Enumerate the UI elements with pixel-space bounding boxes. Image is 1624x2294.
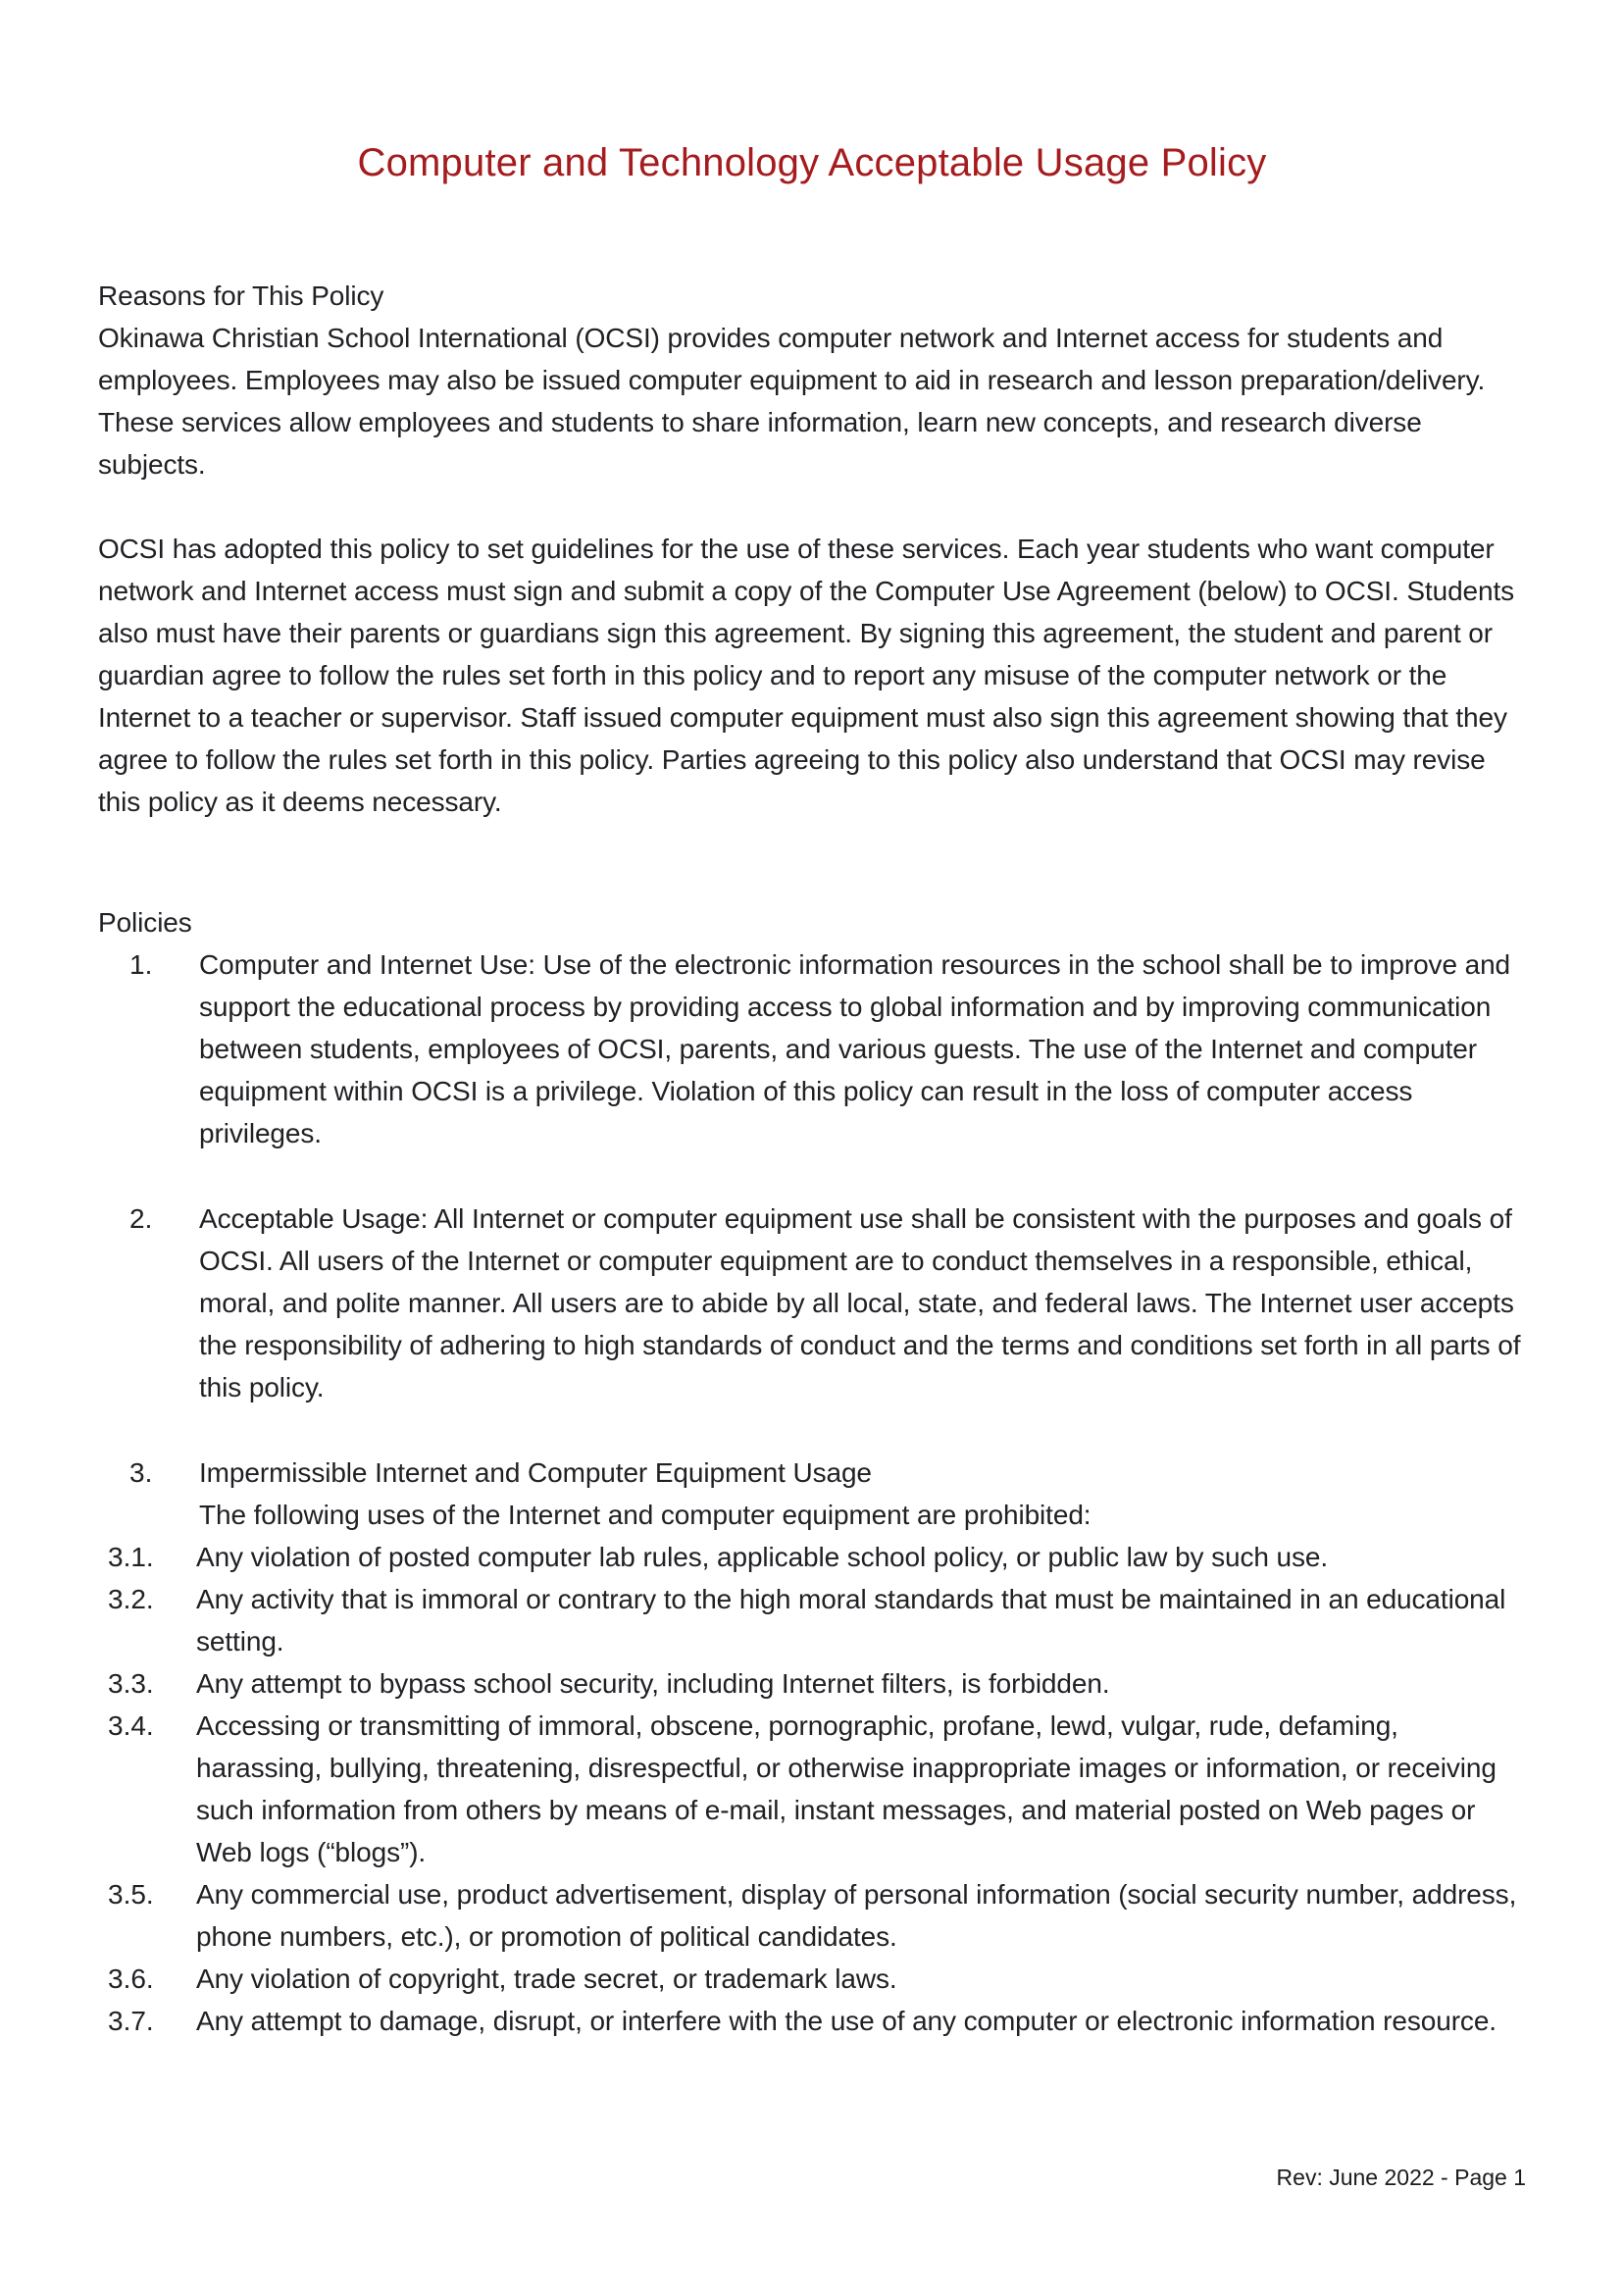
sub-item-3-3-marker: 3.3.: [108, 1668, 154, 1699]
sub-item-3-5-marker: 3.5.: [108, 1879, 154, 1910]
sub-item-3-2-marker: 3.2.: [108, 1584, 154, 1614]
sub-item-3-4: [0, 1705, 1526, 1873]
policies-list: [98, 943, 1526, 2042]
policy-item-3-sublist: [0, 1536, 1526, 2042]
sub-item-3-4-text: Accessing or transmitting of immoral, obscene, pornographic, profane, lewd, vulgar, rude, defaming, harassing, bullying, threatening, disrespectful, or otherwise inappropriate images or information, or receiving such information from others by means of e-mail, instant messages, and material posted on Web pages or Web logs (“blogs”).: [196, 1710, 1497, 1867]
reasons-paragraph-2: OCSI has adopted this policy to set guidelines for the use of these services. Each year students who want computer network and Internet access must sign and submit a copy of the Computer Use Agreement (below) to OCSI. Students also must have their parents or guardians sign this agreement. By signing this agreement, the student and parent or guardian agree to follow the rules set forth in this policy and to report any misuse of the computer network or the Internet to a teacher or supervisor. Staff issued computer equipment must also sign this agreement showing that they agree to follow the rules set forth in this policy. Parties agreeing to this policy also understand that OCSI may revise this policy as it deems necessary.: [98, 534, 1515, 817]
policies-heading: Policies: [98, 907, 192, 938]
sub-item-3-3-text: Any attempt to bypass school security, including Internet filters, is forbidden.: [196, 1668, 1110, 1699]
policy-item-3-marker: 3.: [129, 1457, 153, 1488]
policy-item-3-intro: The following uses of the Internet and computer equipment are prohibited:: [199, 1500, 1091, 1530]
sub-item-3-1-text: Any violation of posted computer lab rules, applicable school policy, or public law by such use.: [196, 1542, 1329, 1572]
reasons-paragraph-1: Okinawa Christian School International (OCSI) provides computer network and Internet access for students and employees. Employees may also be issued computer equipment to aid in research and lesson preparation/delivery. These services allow employees and students to share information, learn new concepts, and research diverse subjects.: [98, 323, 1486, 480]
sub-item-3-7-text: Any attempt to damage, disrupt, or interfere with the use of any computer or electronic information resource.: [196, 2006, 1497, 2036]
sub-item-3-2: [0, 1578, 1526, 1662]
policy-item-1-text: Computer and Internet Use: Use of the electronic information resources in the school shall be to improve and support the educational process by providing access to global information and by improving communication between students, employees of OCSI, parents, and various guests. The use of the Internet and computer equipment within OCSI is a privilege. Violation of this policy can result in the loss of computer access privileges.: [199, 949, 1511, 1148]
policy-item-2-marker: 2.: [129, 1203, 153, 1234]
policy-item-1-marker: 1.: [129, 949, 153, 980]
sub-item-3-1-marker: 3.1.: [108, 1542, 154, 1572]
sub-item-3-6-text: Any violation of copyright, trade secret, or trademark laws.: [196, 1963, 897, 1994]
document-content: [0, 139, 1624, 2042]
section-reasons: [98, 275, 1526, 823]
sub-item-3-6: [0, 1958, 1526, 2000]
sub-item-3-7: [0, 2000, 1526, 2042]
policy-item-3-body: [108, 1452, 1526, 2042]
sub-item-3-5-text: Any commercial use, product advertisement, display of personal information (social security number, address, phone numbers, etc.), or promotion of political candidates.: [196, 1879, 1517, 1952]
policy-item-2: [98, 1198, 1526, 1408]
sub-item-3-4-marker: 3.4.: [108, 1710, 154, 1741]
sub-item-3-5: [0, 1873, 1526, 1958]
sub-item-3-6-marker: 3.6.: [108, 1963, 154, 1994]
sub-item-3-3: [0, 1662, 1526, 1705]
policy-item-3-title: Impermissible Internet and Computer Equipment Usage: [199, 1457, 872, 1488]
policy-item-1: [98, 943, 1526, 1154]
page-footer-revision: Rev: June 2022 - Page 1: [1276, 2165, 1526, 2190]
reasons-heading: Reasons for This Policy: [98, 280, 384, 311]
sub-item-3-2-text: Any activity that is immoral or contrary to the high moral standards that must be maintained in an educational setting.: [196, 1584, 1506, 1657]
policy-item-3: [98, 1452, 1526, 2042]
document-title: Computer and Technology Acceptable Usage Policy: [357, 141, 1267, 184]
sub-item-3-7-marker: 3.7.: [108, 2006, 154, 2036]
sub-item-3-1: [0, 1536, 1526, 1578]
policy-item-2-text: Acceptable Usage: All Internet or computer equipment use shall be consistent with the purposes and goals of OCSI. All users of the Internet or computer equipment are to conduct themselves in a responsible, ethical, moral, and polite manner. All users are to abide by all local, state, and federal laws. The Internet user accepts the responsibility of adhering to high standards of conduct and the terms and conditions set forth in all parts of this policy.: [199, 1203, 1521, 1402]
